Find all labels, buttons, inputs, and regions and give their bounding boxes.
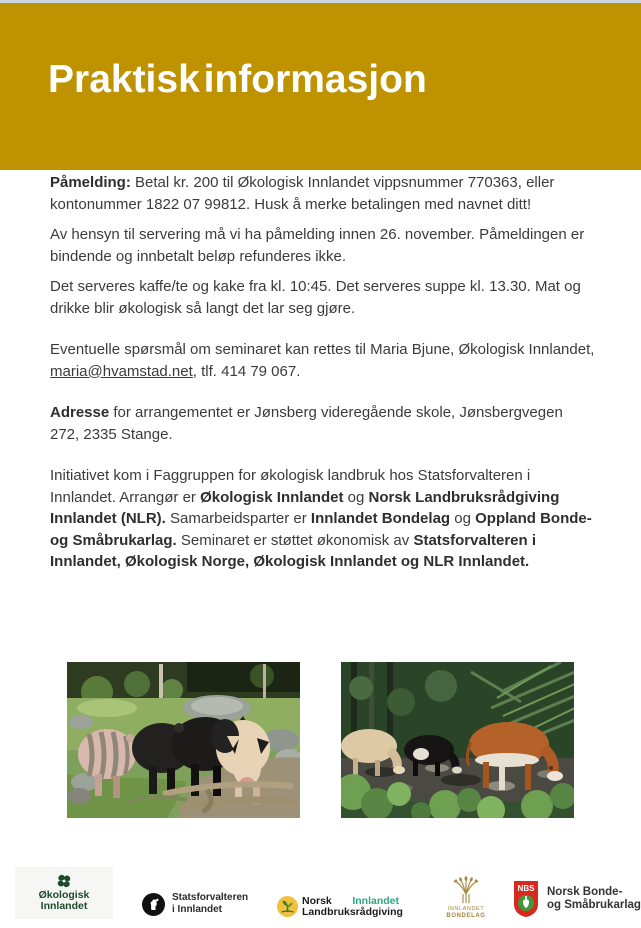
nbs-shield-icon [513, 880, 539, 918]
bondelag-line1: INNLANDET [447, 906, 485, 912]
pigs-photo-illustration [67, 662, 300, 818]
nbs-line2: og Småbrukarlag [547, 899, 641, 911]
text-segment: Seminaret er støttet økonomisk av [176, 531, 414, 549]
pigs-photo [67, 662, 300, 818]
text-segment: Betal kr. 200 til Økologisk Innlandet vippsnummer 770363, eller kontonummer 1822 07 99812. Husk å merke betalingen med navnet ditt! [50, 174, 555, 213]
paragraph [50, 172, 595, 215]
logo-innlandet-bondelag [440, 876, 492, 920]
page-title: Praktisk informasjon [48, 58, 427, 101]
text-segment: Initiativet kom i Faggruppen for økologisk landbruk hos Statsforvalteren i Innlandet. Arrangør er [50, 467, 531, 506]
paragraph [50, 276, 595, 319]
logo-okologisk-innlandet [15, 867, 113, 919]
nlr-region: Innlandet [352, 895, 399, 907]
statsforvalteren-lion-icon [142, 893, 165, 916]
oko-logo-line2: Innlandet [40, 900, 88, 912]
bondelag-line2: BONDELAG [446, 913, 486, 919]
text-segment: Påmelding: [50, 174, 131, 191]
nlr-name-line2: Landbruksrådgiving [302, 905, 403, 918]
cows-photo [341, 662, 574, 818]
text-segment: Samarbeidsparter er [165, 510, 311, 527]
cows-photo-illustration [341, 662, 574, 818]
oko-logo-line1: Økologisk [38, 888, 90, 901]
statsforvalteren-line2: i Innlandet [172, 904, 222, 915]
text-segment: og [343, 488, 369, 506]
text-segment: , tlf. 414 79 067. [192, 362, 301, 380]
nlr-sprout-icon [277, 896, 298, 917]
text-segment: Oppland Bonde- og Småbrukarlag. [50, 510, 592, 549]
text-segment: for arrangementet er Jønsberg videregående skole, Jønsbergvegen 272, 2335 Stange. [50, 404, 563, 443]
text-segment: Norsk Landbruksrådgiving Innlandet (NLR). [50, 488, 560, 527]
logo-nlr [277, 896, 403, 917]
paragraph [50, 224, 595, 267]
nbs-shield-text: NBS [517, 884, 535, 893]
text-segment: Eventuelle spørsmål om seminaret kan rettes til Maria Bjune, Økologisk Innlandet, [50, 341, 595, 358]
paragraph [50, 402, 595, 445]
footer-logos [0, 860, 641, 928]
text-segment: Av hensyn til servering må vi ha påmelding innen 26. november. Påmeldingen er bindende og innbetalt beløp refunderes ikke. [50, 226, 585, 265]
logo-statsforvalteren [142, 892, 248, 916]
text-segment: Adresse [50, 404, 110, 421]
photo-row [67, 662, 574, 818]
statsforvalteren-line1: Statsforvalteren [172, 892, 249, 903]
header-banner [0, 3, 641, 170]
text-segment: Det serveres kaffe/te og kake fra kl. 10:45. Det serveres suppe kl. 13.30. Mat og drikke blir økologisk så langt det lar seg gjøre. [50, 278, 581, 317]
wheat-sheaf-icon [451, 876, 481, 904]
email-link[interactable]: maria@hvamstad.net [50, 362, 193, 380]
body-content [50, 172, 595, 582]
paragraph [50, 465, 595, 573]
paragraph [50, 339, 595, 382]
text-segment: Innlandet Bondelag [310, 510, 451, 527]
nlr-name-line1: Norsk [302, 895, 332, 907]
clover-leaf-icon [56, 874, 72, 888]
text-segment: Statsforvalteren i Innlandet, Økologisk Norge, Økologisk Innlandet og NLR Innlandet. [50, 531, 536, 570]
text-segment: og [450, 510, 476, 527]
text-segment: Økologisk Innlandet [200, 488, 344, 506]
logo-nbs [513, 880, 641, 918]
nbs-line1: Norsk Bonde- [547, 885, 623, 898]
